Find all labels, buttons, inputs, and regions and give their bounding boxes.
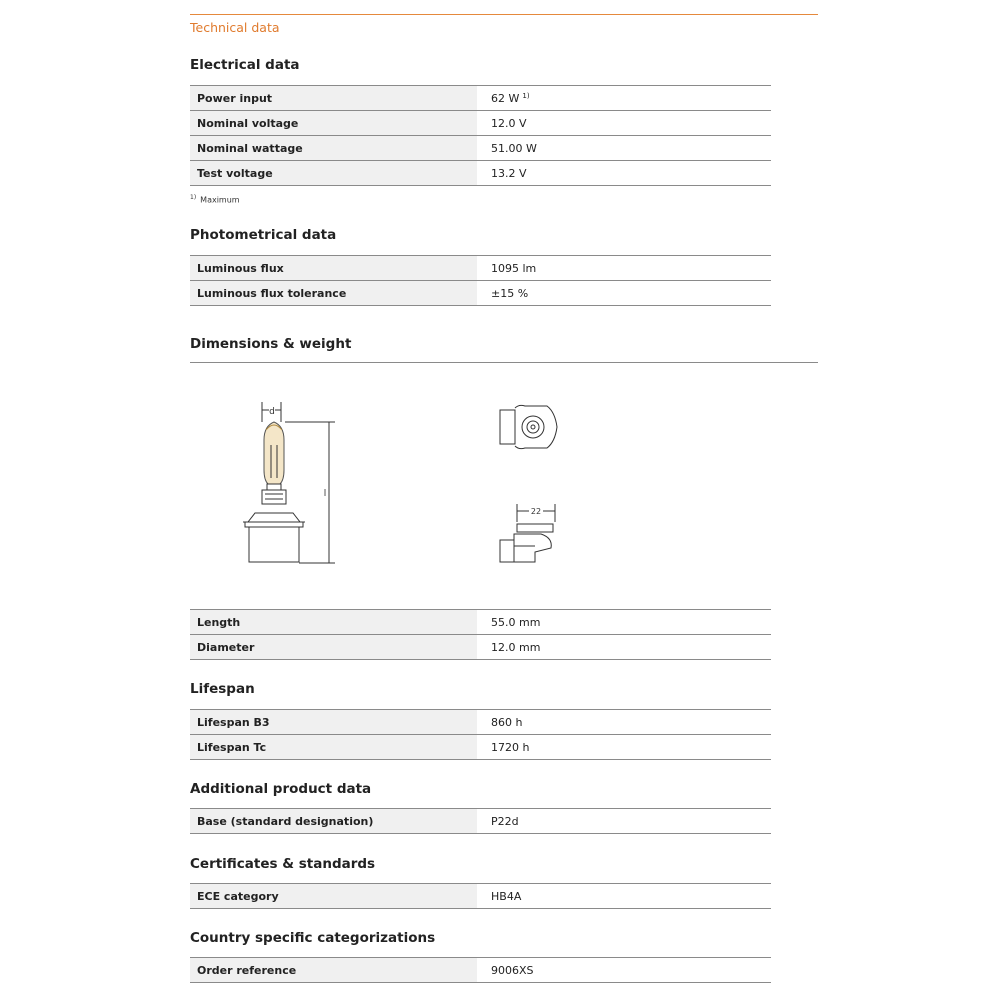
table-row <box>190 634 771 660</box>
photometrical-table <box>190 255 771 306</box>
section-heading-certificates: Certificates & standards <box>190 856 376 872</box>
section-heading-dimensions: Dimensions & weight <box>190 336 352 352</box>
page-title: Technical data <box>190 20 280 35</box>
section-heading-photometrical: Photometrical data <box>190 227 337 243</box>
electrical-table <box>190 85 771 186</box>
bulb-top-view-diagram <box>495 500 565 570</box>
table-row <box>190 255 771 280</box>
section-heading-country: Country specific categorizations <box>190 930 436 946</box>
section-heading-electrical: Electrical data <box>190 57 300 73</box>
row-label: Diameter <box>190 635 477 659</box>
footnote-mark: 1) <box>190 194 197 201</box>
table-row <box>190 808 771 834</box>
row-label: Base (standard designation) <box>190 809 477 833</box>
footnote <box>190 194 240 205</box>
row-label: Luminous flux tolerance <box>190 281 477 305</box>
row-value: 13.2 V <box>491 166 527 180</box>
bulb-side-view-diagram <box>235 400 345 570</box>
row-value: 51.00 W <box>491 141 537 155</box>
additional-table <box>190 808 771 834</box>
row-label: Luminous flux <box>190 256 477 280</box>
bulb-end-view-diagram <box>495 400 565 455</box>
table-row <box>190 709 771 734</box>
row-value: 12.0 V <box>491 116 527 130</box>
footnote-text: Maximum <box>200 195 240 205</box>
row-label: Power input <box>190 86 477 110</box>
row-value: HB4A <box>491 889 522 903</box>
dimensions-divider <box>190 362 818 363</box>
table-row <box>190 160 771 186</box>
row-label: Order reference <box>190 958 477 982</box>
section-heading-additional: Additional product data <box>190 781 372 797</box>
table-row <box>190 280 771 306</box>
row-label: ECE category <box>190 884 477 908</box>
row-label: Length <box>190 610 477 634</box>
dimensions-table <box>190 609 771 660</box>
row-value: P22d <box>491 814 519 828</box>
country-table <box>190 957 771 983</box>
table-row <box>190 734 771 760</box>
row-value: 1720 h <box>491 740 530 754</box>
dimension-label-d: d <box>269 407 275 417</box>
top-divider <box>190 14 818 15</box>
row-value: 9006XS <box>491 963 534 977</box>
table-row <box>190 883 771 909</box>
dimension-label-width: 22 <box>530 507 542 516</box>
section-heading-lifespan: Lifespan <box>190 681 255 697</box>
table-row <box>190 957 771 983</box>
row-label: Lifespan Tc <box>190 735 477 759</box>
row-value: 55.0 mm <box>491 615 541 629</box>
row-label: Nominal wattage <box>190 136 477 160</box>
row-label: Nominal voltage <box>190 111 477 135</box>
row-value: 1095 lm <box>491 261 537 275</box>
row-value: 12.0 mm <box>491 640 541 654</box>
lifespan-table <box>190 709 771 760</box>
dimension-label-l: l <box>323 489 327 499</box>
footnote-ref: 1) <box>522 92 530 100</box>
table-row <box>190 110 771 135</box>
certificates-table <box>190 883 771 909</box>
row-label: Test voltage <box>190 161 477 185</box>
row-value: 860 h <box>491 715 523 729</box>
table-row <box>190 609 771 634</box>
row-value: ±15 % <box>491 286 529 300</box>
row-value: 62 W <box>491 91 520 105</box>
table-row <box>190 135 771 160</box>
table-row <box>190 85 771 110</box>
row-label: Lifespan B3 <box>190 710 477 734</box>
